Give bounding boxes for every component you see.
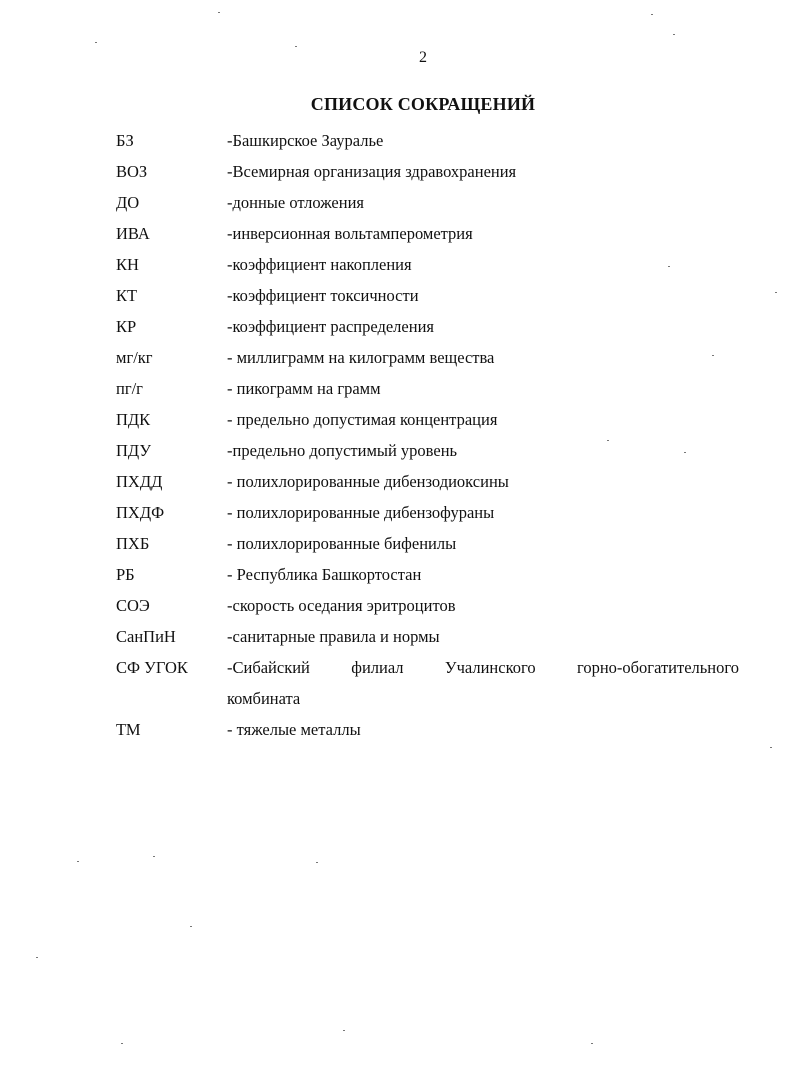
page-title: СПИСОК СОКРАЩЕНИЙ bbox=[310, 94, 536, 114]
abbreviation: ПХДД bbox=[116, 472, 163, 491]
scan-speck bbox=[775, 292, 777, 293]
abbreviation-definition: - миллиграмм на килограмм вещества bbox=[227, 348, 495, 367]
scan-speck bbox=[77, 861, 79, 862]
scan-speck bbox=[343, 1030, 345, 1031]
list-item bbox=[0, 404, 793, 435]
list-item bbox=[0, 652, 793, 714]
abbreviation-definition: - пикограмм на грамм bbox=[227, 379, 381, 398]
abbreviation: КТ bbox=[116, 286, 138, 305]
scan-speck bbox=[712, 355, 714, 356]
abbreviation-definition: -предельно допустимый уровень bbox=[227, 441, 458, 460]
abbreviation-definition: -Всемирная организация здравохранения bbox=[227, 162, 517, 181]
scan-speck bbox=[36, 957, 38, 958]
scan-speck bbox=[607, 440, 609, 441]
abbreviation: СанПиН bbox=[116, 627, 176, 646]
scan-speck bbox=[668, 266, 670, 267]
abbreviation-definition: - полихлорированные бифенилы bbox=[227, 534, 457, 553]
abbreviation: БЗ bbox=[116, 131, 134, 150]
scan-speck bbox=[673, 34, 675, 35]
abbreviation-list bbox=[0, 125, 793, 745]
abbreviation-definition: - полихлорированные дибензофураны bbox=[227, 503, 495, 522]
scan-speck bbox=[651, 14, 653, 15]
abbreviation: СОЭ bbox=[116, 596, 150, 615]
list-item bbox=[0, 714, 793, 745]
list-item bbox=[0, 342, 793, 373]
page-number: 2 bbox=[419, 49, 427, 66]
abbreviation: КН bbox=[116, 255, 139, 274]
abbreviation-definition: -Башкирское Зауралье bbox=[227, 131, 384, 150]
abbreviation: ПХБ bbox=[116, 534, 150, 553]
abbreviation: ПДУ bbox=[116, 441, 152, 460]
abbreviation: ПДК bbox=[116, 410, 151, 429]
list-item bbox=[0, 156, 793, 187]
abbreviation-definition: - Республика Башкортостан bbox=[227, 565, 422, 584]
abbreviation: мг/кг bbox=[116, 348, 153, 367]
list-item bbox=[0, 218, 793, 249]
abbreviation: ИВА bbox=[116, 224, 150, 243]
abbreviation-definition: - полихлорированные дибензодиоксины bbox=[227, 472, 509, 491]
list-item bbox=[0, 528, 793, 559]
scan-speck bbox=[316, 862, 318, 863]
abbreviation-definition: - предельно допустимая концентрация bbox=[227, 410, 498, 429]
list-item bbox=[0, 249, 793, 280]
abbreviation-definition: -коэффициент распределения bbox=[227, 317, 434, 336]
list-item bbox=[0, 621, 793, 652]
abbreviation-definition: -коэффициент накопления bbox=[227, 255, 412, 274]
abbreviation-definition: -коэффициент токсичности bbox=[227, 286, 419, 305]
scan-speck bbox=[684, 452, 686, 453]
scan-speck bbox=[153, 856, 155, 857]
abbreviation: пг/г bbox=[116, 379, 143, 398]
list-item bbox=[0, 280, 793, 311]
list-item bbox=[0, 466, 793, 497]
list-item bbox=[0, 435, 793, 466]
abbreviation: ДО bbox=[116, 193, 140, 212]
abbreviation: ТМ bbox=[116, 720, 141, 739]
list-item bbox=[0, 125, 793, 156]
list-item bbox=[0, 187, 793, 218]
scan-speck bbox=[591, 1043, 593, 1044]
abbreviation-definition: - тяжелые металлы bbox=[227, 720, 361, 739]
scan-speck bbox=[218, 12, 220, 13]
scan-speck bbox=[295, 46, 297, 47]
list-item bbox=[0, 559, 793, 590]
definition-line-2: комбината bbox=[227, 689, 301, 708]
abbreviation: ВОЗ bbox=[116, 162, 148, 181]
list-item bbox=[0, 311, 793, 342]
abbreviation-definition: -скорость оседания эритроцитов bbox=[227, 596, 456, 615]
abbreviation-definition: -донные отложения bbox=[227, 193, 364, 212]
definition-line-1: -Сибайский филиал Учалинского горно-обогатительного bbox=[227, 658, 739, 677]
abbreviation: РБ bbox=[116, 565, 135, 584]
abbreviation: КР bbox=[116, 317, 137, 336]
scan-speck bbox=[190, 926, 192, 927]
scan-speck bbox=[95, 42, 97, 43]
abbreviation-definition: -санитарные правила и нормы bbox=[227, 627, 440, 646]
scan-speck bbox=[770, 747, 772, 748]
abbreviation: СФ УГОК bbox=[116, 658, 188, 677]
list-item bbox=[0, 373, 793, 404]
list-item bbox=[0, 590, 793, 621]
abbreviation-definition: -инверсионная вольтамперометрия bbox=[227, 224, 473, 243]
list-item bbox=[0, 497, 793, 528]
abbreviation-definition bbox=[227, 652, 739, 714]
scan-speck bbox=[121, 1043, 123, 1044]
abbreviation: ПХДФ bbox=[116, 503, 165, 522]
